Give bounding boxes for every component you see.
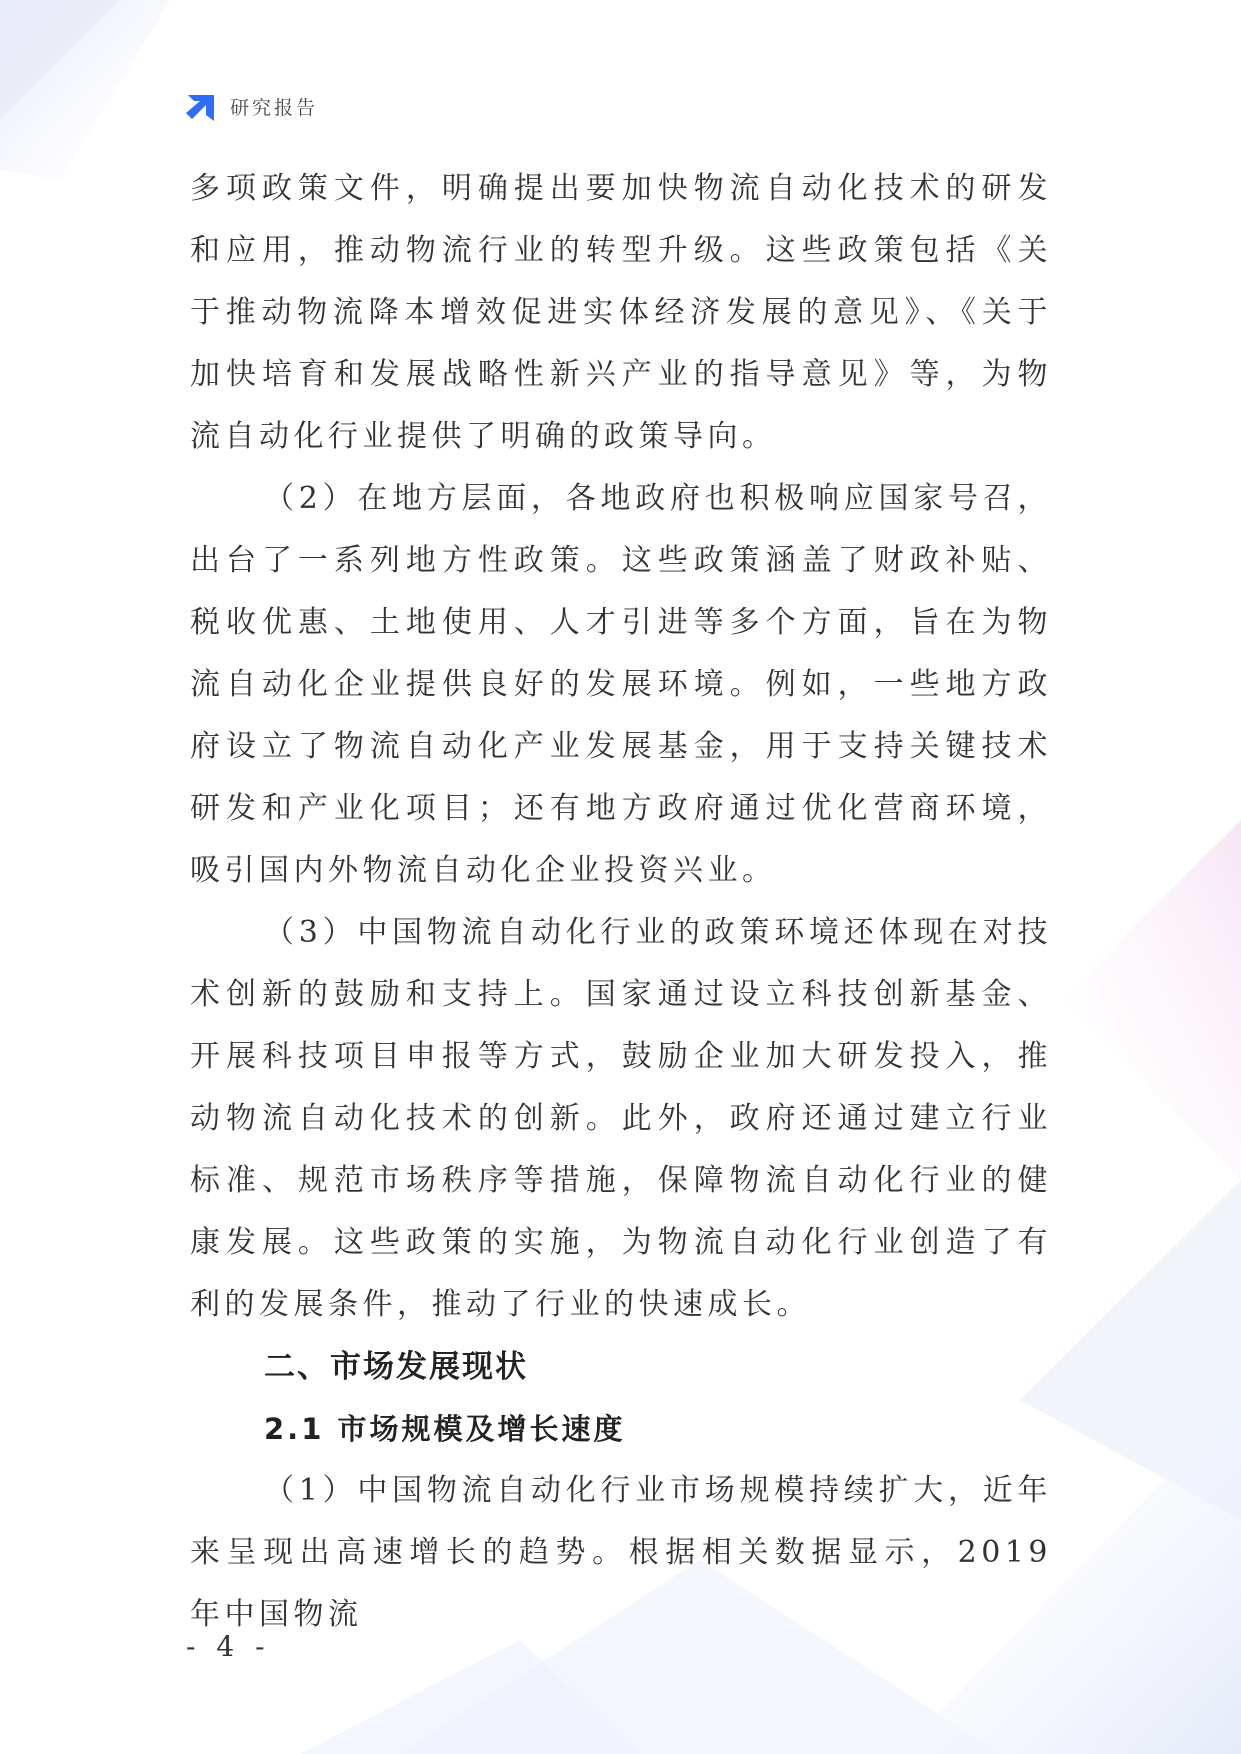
paragraph-innovation-support: （3）中国物流自动化行业的政策环境还体现在对技术创新的鼓励和支持上。国家通过设立科技创新基金、开展科技项目申报等方式，鼓励企业加大研发投入，推动物流自动化技术的创新。此外，政府还通过建立行业标准、规范市场秩序等措施，保障物流自动化行业的健康发展。这些政策的实施，为物流自动化行业创造了有利的发展条件，推动了行业的快速成长。 [190,915,1052,1322]
paragraph-market-size: （1）中国物流自动化行业市场规模持续扩大，近年来呈现出高速增长的趋势。根据相关数据显示，2019 年中国物流 [190,1473,1052,1632]
arrow-logo-icon [186,89,220,123]
header-label: 研究报告 [230,96,319,119]
paragraph-local-policies: （2）在地方层面，各地政府也积极响应国家号召，出台了一系列地方性政策。这些政策涵盖了财政补贴、税收优惠、土地使用、人才引进等多个方面，旨在为物流自动化企业提供良好的发展环境。例如，一些地方政府设立了物流自动化产业发展基金，用于支持关键技术研发和产业化项目；还有地方政府通过优化营商环境，吸引国内外物流自动化企业投资兴业。 [190,481,1052,888]
document-body [190,158,1052,1646]
section-heading: 二、市场发展现状 [264,1349,528,1385]
subsection-heading: 2.1 市场规模及增长速度 [264,1412,626,1446]
report-header [186,88,318,124]
paragraph-policy-documents: 多项政策文件，明确提出要加快物流自动化技术的研发和应用，推动物流行业的转型升级。这些政策包括《关于推动物流降本增效促进实体经济发展的意见》、《关于加快培育和发展战略性新兴产业的指导意见》等，为物流自动化行业提供了明确的政策导向。 [190,171,1052,454]
page-number: - 4 - [186,1630,271,1663]
